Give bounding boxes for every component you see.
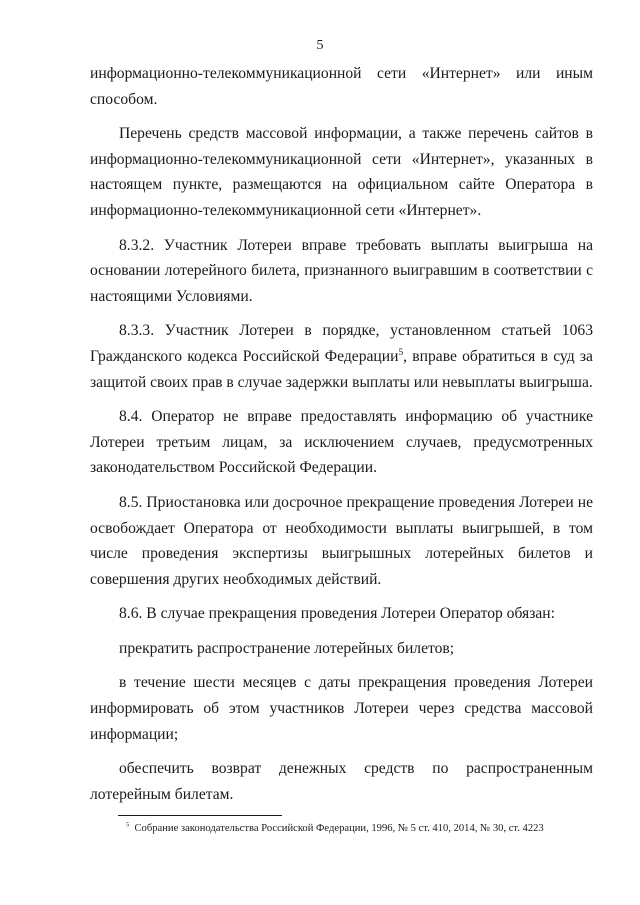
footnote-text: Собрание законодательства Российской Федерации, 1996, № 5 ст. 410, 2014, № 30, ст. 4223 <box>134 823 544 834</box>
page-number: 5 <box>316 38 324 53</box>
list-item-refund: обеспечить возврат денежных средств по распространенным лотерейным билетам. <box>90 760 593 803</box>
footnote-marker: 5 <box>126 821 130 829</box>
paragraph-8-3-3 <box>90 318 593 395</box>
footnote <box>126 823 544 834</box>
paragraph-8-4: 8.4. Оператор не вправе предоставлять информацию об участнике Лотереи третьим лицам, за исключением случаев, предусмотренных законодательством Российской Федерации. <box>90 408 593 477</box>
list-item-stop-distribution: прекратить распространение лотерейных билетов; <box>119 639 455 657</box>
paragraph-8-3-2: 8.3.2. Участник Лотереи вправе требовать выплаты выигрыша на основании лотерейного билета, признанного выигравшим в соответствии с настоящими Условиями. <box>90 236 593 305</box>
paragraph-8-6: 8.6. В случае прекращения проведения Лотереи Оператор обязан: <box>119 605 555 623</box>
footnote-reference: 5 <box>398 347 404 358</box>
paragraph-8-5: 8.5. Приостановка или досрочное прекращение проведения Лотереи не освобождает Оператора от необходимости выплаты выигрышей, в том числе проведения экспертизы выигрышных лотерейных билетов и совершения других необходимых действий. <box>90 493 593 588</box>
paragraph-media-list: Перечень средств массовой информации, а также перечень сайтов в информационно-телекоммуникационной сети «Интернет», указанных в настоящем пункте, размещаются на официальном сайте Оператора в информационно-телекоммуникационной сети «Интернет». <box>90 125 593 219</box>
document-body <box>90 61 593 816</box>
paragraph-8-3-3-text-before: 8.3.3. Участник Лотереи в порядке, установленном статьей 1063 Гражданского кодекса Российской Федерации <box>90 322 593 365</box>
paragraph-continuation: информационно-телекоммуникационной сети «Интернет» или иным способом. <box>90 65 593 108</box>
paragraph-8-3-3-text-after: , вправе обратиться в суд за защитой своих прав в случае задержки выплаты или невыплаты выигрыша. <box>90 347 593 391</box>
list-item-inform-participants: в течение шести месяцев с даты прекращения проведения Лотереи информировать об этом участников Лотереи через средства массовой информации; <box>90 674 593 743</box>
footnote-separator <box>118 815 282 816</box>
